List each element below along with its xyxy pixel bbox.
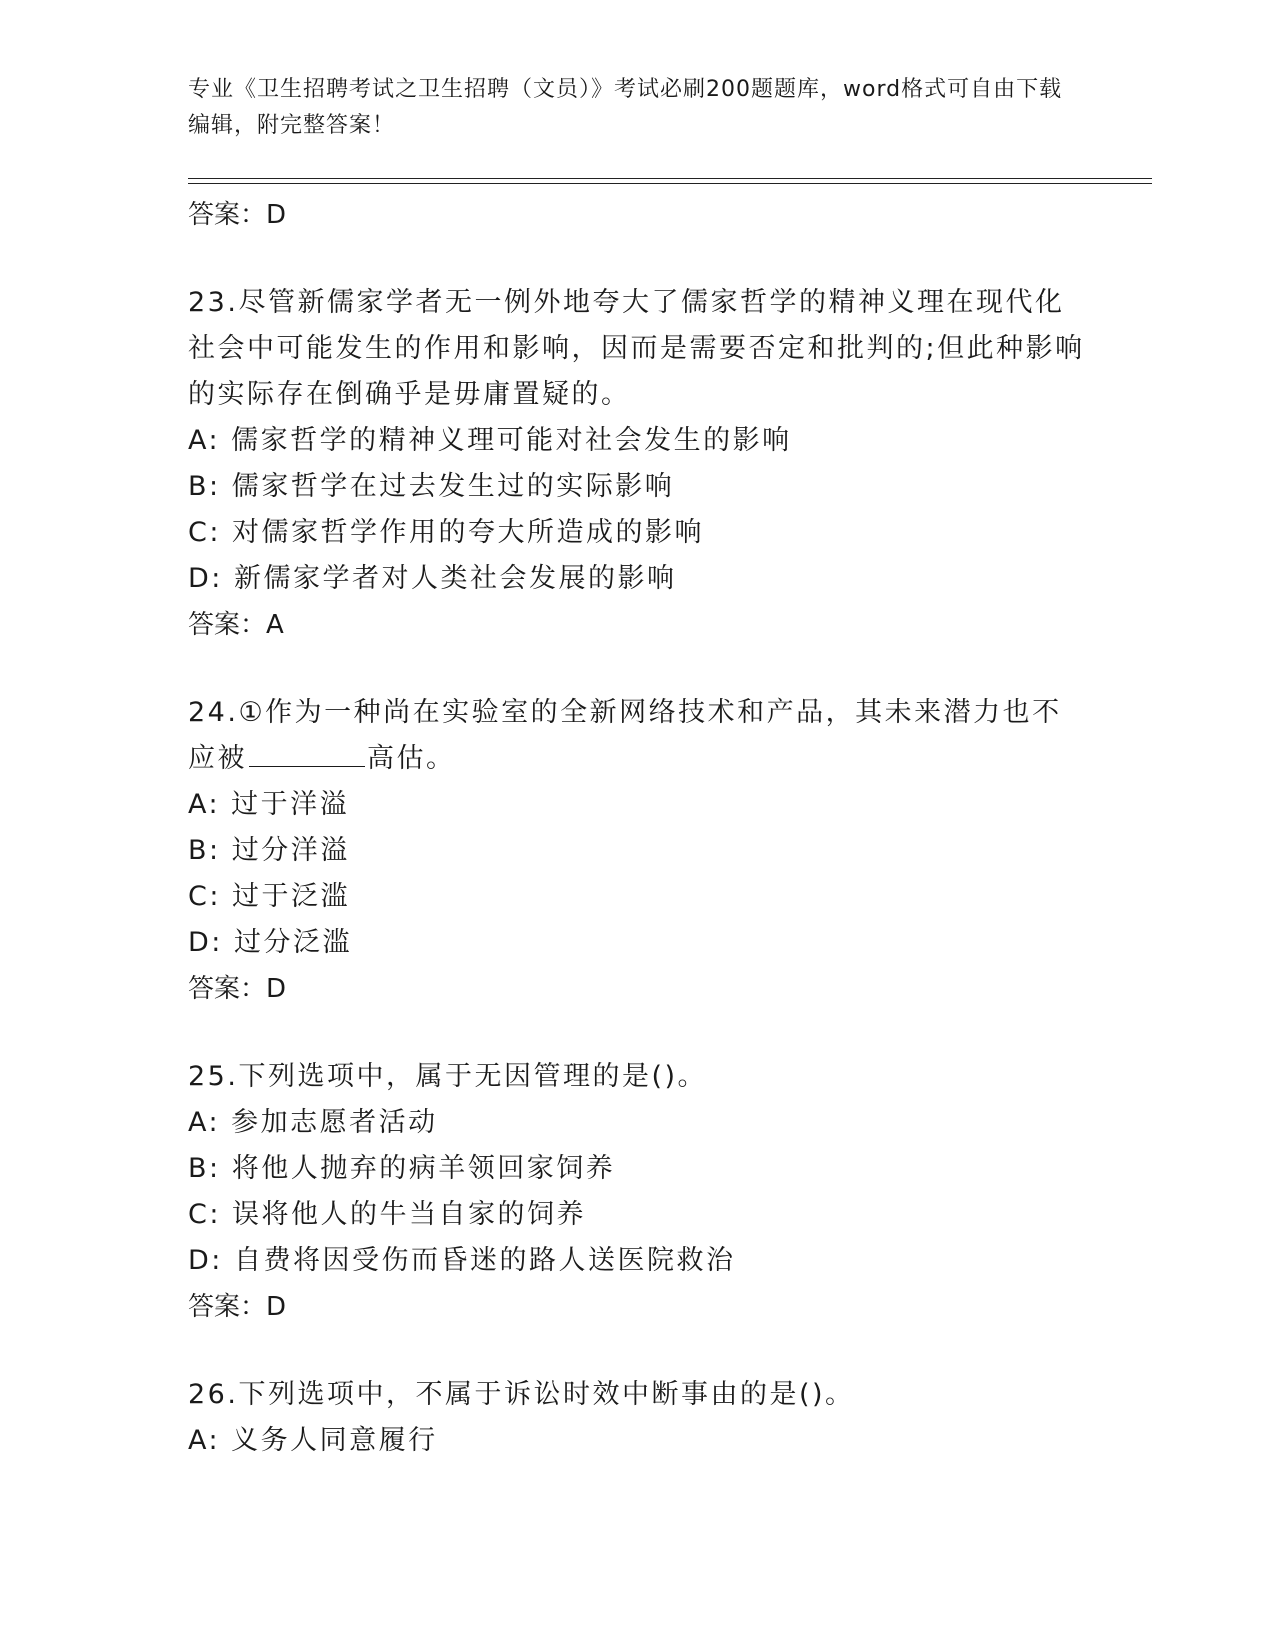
question-25 (188, 1054, 1088, 1330)
question-stem: 25.下列选项中，属于无因管理的是()。 (188, 1061, 708, 1092)
stem-before-blank: 24.①作为一种尚在实验室的全新网络技术和产品，其未来潜力也不应被 (188, 697, 1062, 774)
option-a: A: 义务人同意履行 (188, 1425, 438, 1456)
option-c: C: 过于泛滥 (188, 881, 351, 912)
option-c: C: 误将他人的牛当自家的饲养 (188, 1199, 587, 1230)
option-b: B: 将他人抛弃的病羊领回家饲养 (188, 1153, 616, 1184)
option-d: D: 过分泛滥 (188, 927, 352, 958)
question-stem: 23.尽管新儒家学者无一例外地夸大了儒家哲学的精神义理在现代化社会中可能发生的作用和影响，因而是需要否定和批判的;但此种影响的实际存在倒确乎是毋庸置疑的。 (188, 287, 1085, 410)
question-24 (188, 690, 1088, 1012)
answer: 答案：D (188, 1292, 287, 1322)
option-a: A: 过于洋溢 (188, 789, 350, 820)
option-a: A: 儒家哲学的精神义理可能对社会发生的影响 (188, 425, 792, 456)
option-d: D: 自费将因受伤而昏迷的路人送医院救治 (188, 1245, 736, 1276)
page-header: 专业《卫生招聘考试之卫生招聘（文员）》考试必刷200题题库，word格式可自由下载编辑，附完整答案！ (188, 77, 1063, 138)
option-b: B: 过分洋溢 (188, 835, 350, 866)
question-list (188, 188, 1088, 1464)
question-23 (188, 280, 1088, 648)
answer: 答案：A (188, 610, 284, 640)
option-b: B: 儒家哲学在过去发生过的实际影响 (188, 471, 675, 502)
stem-after-blank: 高估。 (367, 743, 456, 774)
option-d: D: 新儒家学者对人类社会发展的影响 (188, 563, 677, 594)
option-c: C: 对儒家哲学作用的夸大所造成的影响 (188, 517, 705, 548)
question-stem (188, 690, 1088, 782)
previous-answer: 答案：D (188, 200, 287, 230)
question-26 (188, 1372, 1088, 1464)
answer: 答案：D (188, 974, 287, 1004)
question-stem: 26.下列选项中，不属于诉讼时效中断事由的是()。 (188, 1379, 855, 1410)
header-rule-top (188, 178, 1152, 179)
option-a: A: 参加志愿者活动 (188, 1107, 438, 1138)
header-rule-bottom (188, 183, 1152, 184)
fill-in-blank (249, 736, 365, 767)
